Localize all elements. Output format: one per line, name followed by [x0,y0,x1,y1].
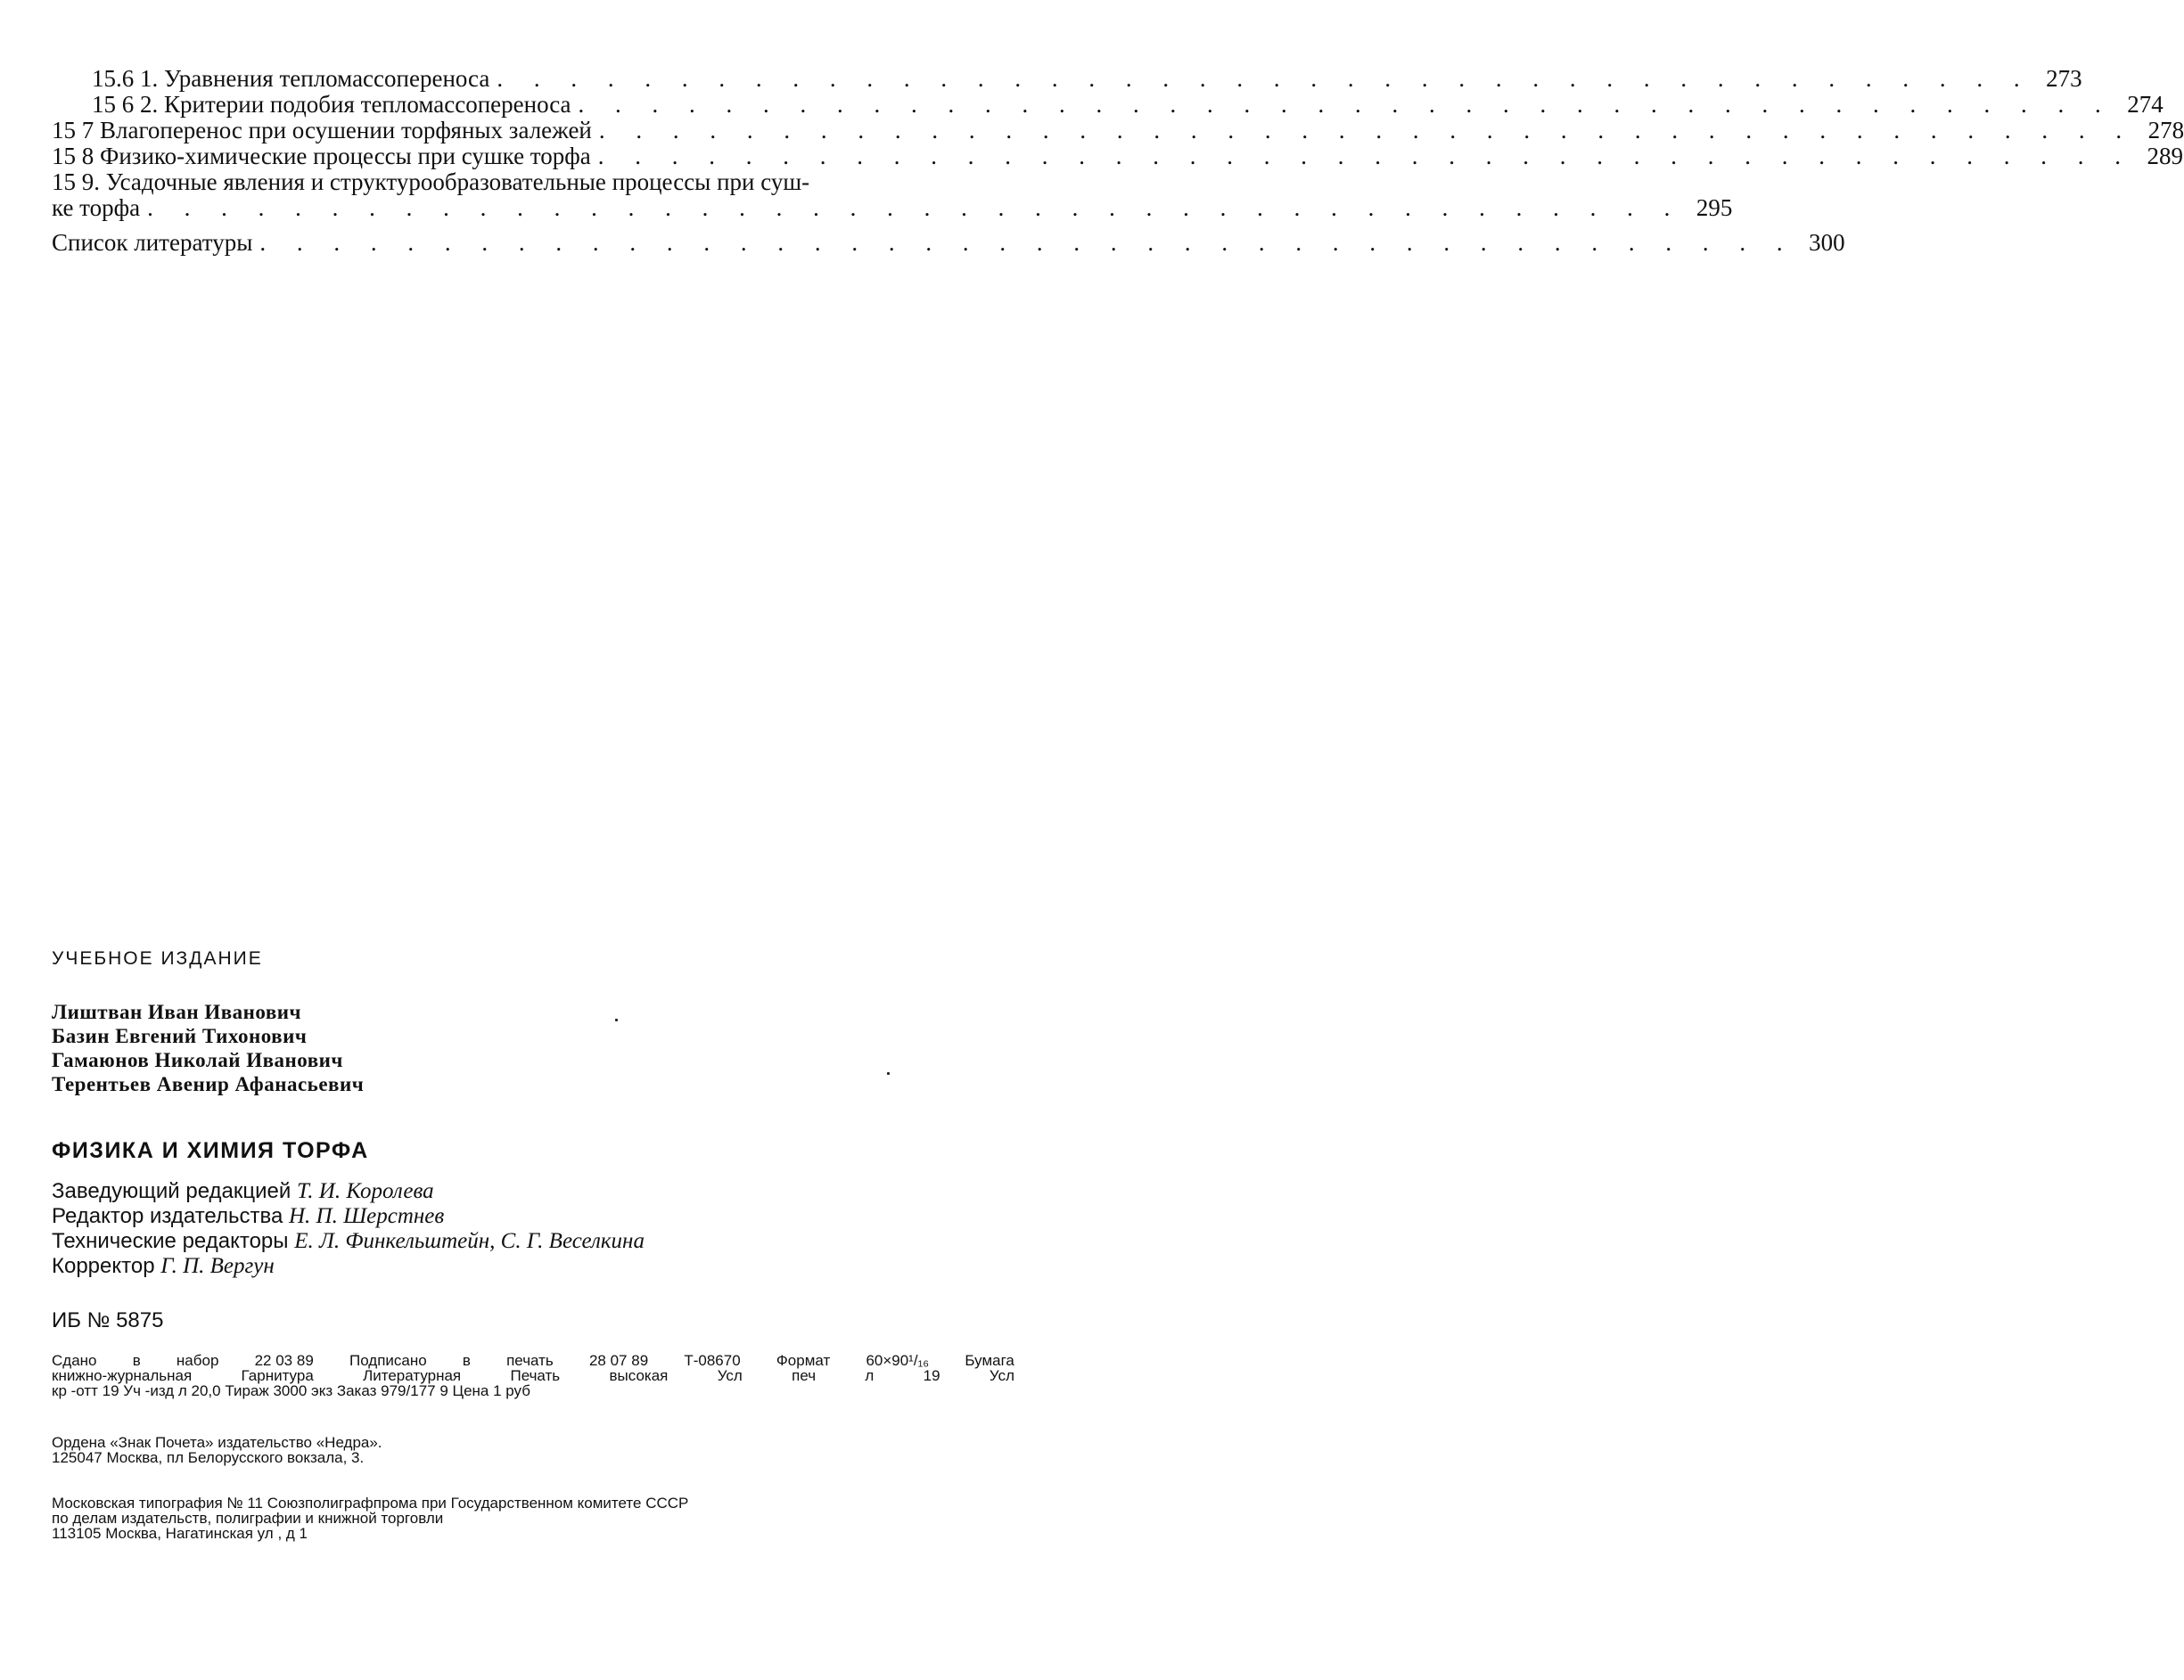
toc-entry-page: 295 [1695,194,1733,221]
print-word: Сдано [52,1352,97,1369]
print-word: 19 [923,1367,940,1384]
staff-row [52,1254,645,1279]
staff-name: Е. Л. Финкельштейн, С. Г. Веселкина [294,1229,645,1253]
toc-entry-page: 273 [2046,65,2082,92]
toc-entry-title: 15 6 2. Критерии подобия тепломассопереноса [92,91,571,118]
toc-leader-dots: . . . . . . . . . . . . . . . . . . . . . . . . . . . . . . . . . . . . . . . . . . [598,117,2135,143]
toc-entry-page: 274 [2127,91,2163,118]
toc-entry [52,117,2184,143]
print-info [52,1353,1014,1398]
toc-leader-dots: . . . . . . . . . . . . . . . . . . . . . . . . . . . . . . . . . . . . . . . . . . [259,229,1795,256]
printing-house-info [52,1496,688,1541]
print-word: л [865,1367,874,1384]
publisher-line: Ордена «Знак Почета» издательство «Недра». [52,1434,382,1451]
print-word: высокая [609,1367,669,1384]
editorial-staff [52,1179,645,1279]
toc-entry-page: 300 [1809,229,1845,256]
print-word: Литературная [363,1367,462,1384]
ib-number: ИБ № 5875 [52,1308,164,1332]
print-word: Усл [717,1367,743,1384]
print-word: Гарнитура [241,1367,314,1384]
toc-entry [52,65,2082,92]
staff-name: Н. П. Шерстнев [288,1204,445,1228]
author-name: Базин Евгений Тихонович [52,1025,308,1047]
print-word: в [462,1352,471,1369]
print-word: набор [176,1352,219,1369]
toc-entry-title: 15 7 Влагоперенос при осушении торфяных залежей [52,117,592,143]
print-word: 28 07 89 [588,1352,649,1369]
staff-role: Заведующий редакцией [52,1179,297,1203]
print-word: Формат [776,1352,831,1369]
toc-entry-title-line2: ке торфа [52,194,141,221]
print-info-line [52,1353,1014,1368]
edition-label: УЧЕБНОЕ ИЗДАНИЕ [52,948,263,969]
print-word: Подписано [349,1352,427,1369]
print-speck [615,1019,618,1021]
toc-leader-dots: . . . . . . . . . . . . . . . . . . . . . . . . . . . . . . . . . . . . . . . . . . [147,194,1683,221]
toc-entry-title-line2-row [52,194,1733,221]
staff-role: Технические редакторы [52,1229,295,1253]
print-word: в [132,1352,141,1369]
toc-entry-multiline [52,168,1733,221]
staff-row [52,1179,645,1204]
toc-entry [52,143,2183,169]
print-word: печ [792,1367,817,1384]
staff-role: Корректор [52,1254,161,1278]
staff-name: Т. И. Королева [296,1179,434,1203]
toc-entry-title: Список литературы [52,229,253,256]
staff-name: Г. П. Вергун [160,1254,275,1278]
print-info-line [52,1368,1014,1383]
print-info-line: кр -отт 19 Уч -изд л 20,0 Тираж 3000 экз Заказ 979/177 9 Цена 1 руб [52,1382,530,1399]
print-speck [887,1072,890,1075]
table-of-contents [52,65,2184,256]
publisher-info [52,1435,382,1465]
staff-row [52,1204,645,1229]
print-word: Печать [510,1367,561,1384]
print-word: Т-08670 [684,1352,741,1369]
staff-role: Редактор издательства [52,1204,289,1228]
toc-leader-dots: . . . . . . . . . . . . . . . . . . . . . . . . . . . . . . . . . . . . . . . . . . [497,65,2032,92]
print-word: книжно-журнальная [52,1367,193,1384]
toc-entry-title-line1: 15 9. Усадочные явления и структурообразовательные процессы при суш- [52,168,810,195]
print-word: Усл [989,1367,1014,1384]
printing-house-line: по делам издательств, полиграфии и книжной торговли [52,1510,444,1527]
author-name: Терентьев Авенир Афанасьевич [52,1073,365,1095]
toc-entry-title: 15.6 1. Уравнения тепломассопереноса [92,65,490,92]
publisher-line: 125047 Москва, пл Белорусского вокзала, 3. [52,1449,365,1466]
print-word: печать [506,1352,554,1369]
toc-entry-title: 15 8 Физико-химические процессы при сушке торфа [52,143,591,169]
book-title: ФИЗИКА И ХИМИЯ ТОРФА [52,1138,369,1163]
toc-entry [52,91,2163,118]
author-name: Лиштван Иван Иванович [52,1001,301,1023]
toc-entry-bibliography [52,229,1845,256]
staff-row [52,1229,645,1254]
author-name: Гамаюнов Николай Иванович [52,1049,343,1071]
print-word: 60×90¹/₁₆ [866,1352,930,1369]
printing-house-line: Московская типография № 11 Союзполиграфпрома при Государственном комитете СССР [52,1495,689,1512]
toc-entry-page: 278 [2147,117,2184,143]
author-list [52,1000,364,1096]
printing-house-line: 113105 Москва, Нагатинская ул , д 1 [52,1525,308,1542]
toc-leader-dots: . . . . . . . . . . . . . . . . . . . . . . . . . . . . . . . . . . . . . . . . . . [597,143,2133,169]
print-word: 22 03 89 [254,1352,314,1369]
print-word: Бумага [965,1352,1014,1369]
toc-leader-dots: . . . . . . . . . . . . . . . . . . . . . . . . . . . . . . . . . . . . . . . . . . [578,91,2114,118]
toc-entry-page: 289 [2147,143,2183,169]
